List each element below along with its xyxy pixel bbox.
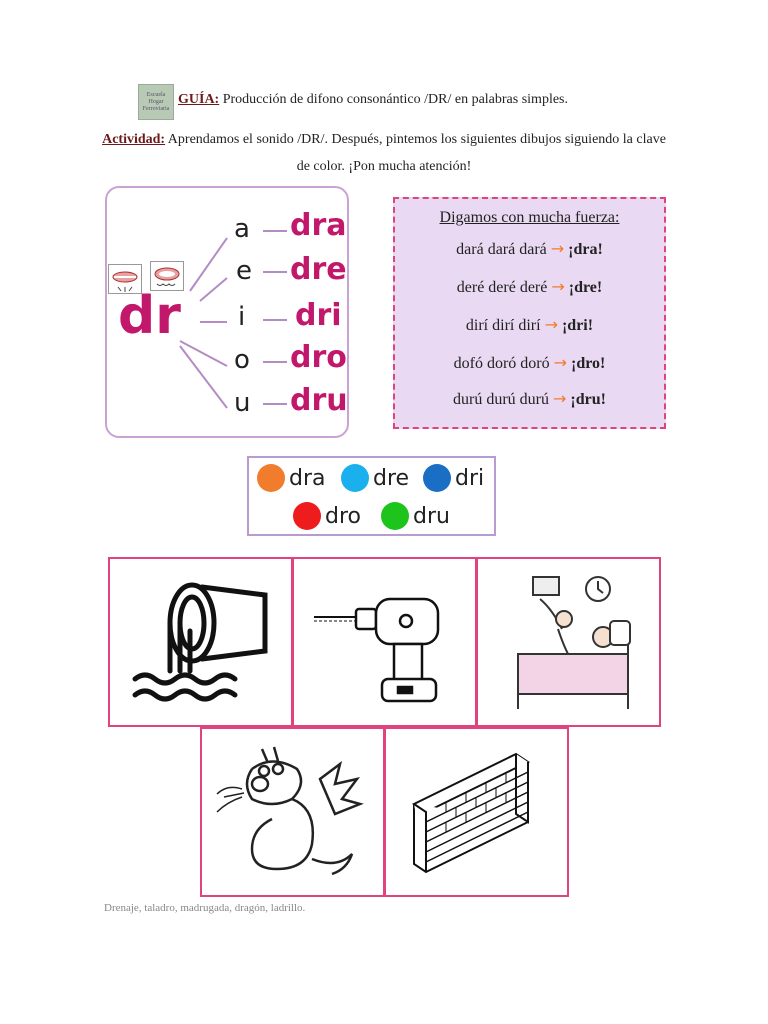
key-dro xyxy=(293,502,361,530)
vowel-u: u xyxy=(234,388,251,418)
bed-alarm-icon xyxy=(478,559,659,725)
guide-text: Producción de difono consonántico /DR/ en palabras simples. xyxy=(219,92,568,107)
drain-pipe-icon xyxy=(110,559,291,725)
activity-instructions xyxy=(100,126,668,180)
dr-base-text: dr xyxy=(118,286,181,346)
say-line xyxy=(395,277,664,297)
light-blue-dot-icon xyxy=(341,464,369,492)
syllable-dre: dre xyxy=(290,252,347,287)
say-repeat: dofó doró doró xyxy=(453,355,550,372)
say-shout: ¡dru! xyxy=(570,391,606,408)
say-shout: ¡dre! xyxy=(568,279,603,296)
say-title: Digamos con mucha fuerza: xyxy=(439,209,620,226)
say-repeat: deré deré deré xyxy=(456,279,548,296)
key-label: dre xyxy=(373,465,410,491)
drill-icon xyxy=(294,559,475,725)
say-shout: ¡dri! xyxy=(561,317,594,334)
red-dot-icon xyxy=(293,502,321,530)
syllable-dra: dra xyxy=(290,208,347,243)
key-dra xyxy=(257,464,326,492)
logo-text: Escuela Hogar Ferroviaria xyxy=(142,91,170,112)
dragon-icon xyxy=(202,729,383,895)
orange-dot-icon xyxy=(257,464,285,492)
brick-wall-icon xyxy=(386,729,567,895)
guide-label: GUÍA: xyxy=(178,92,220,107)
picture-early-morning[interactable] xyxy=(476,557,661,727)
syllable-dri: dri xyxy=(295,298,342,333)
arrow-right-icon: → xyxy=(544,315,558,334)
say-line xyxy=(395,353,664,373)
key-dre xyxy=(341,464,409,492)
key-dri xyxy=(423,464,484,492)
arrow-right-icon: → xyxy=(550,239,565,258)
activity-label: Actividad: xyxy=(102,132,166,147)
say-line xyxy=(395,389,664,409)
say-shout: ¡dro! xyxy=(571,355,606,372)
say-repeat: dirí dirí dirí xyxy=(465,317,541,334)
syllable-dru: dru xyxy=(290,383,348,418)
vowel-i: i xyxy=(238,302,246,332)
key-label: dra xyxy=(289,465,326,491)
arrow-right-icon: → xyxy=(553,353,567,372)
green-dot-icon xyxy=(381,502,409,530)
blue-dot-icon xyxy=(423,464,451,492)
syllable-dro: dro xyxy=(290,340,347,375)
key-dru xyxy=(381,502,450,530)
picture-drain[interactable] xyxy=(108,557,293,727)
vowel-a: a xyxy=(234,214,250,244)
arrow-right-icon: → xyxy=(551,277,565,296)
color-key xyxy=(247,456,496,536)
activity-text: Aprendamos el sonido /DR/. Después, pintemos los siguientes dibujos siguiendo la clave de color. ¡Pon mucha atención! xyxy=(165,132,666,174)
vowel-o: o xyxy=(234,345,250,375)
vowel-e: e xyxy=(236,256,252,286)
key-label: dru xyxy=(413,503,450,529)
say-repeat: durú durú durú xyxy=(453,391,549,408)
say-repeat: dará dará dará xyxy=(456,241,547,258)
picture-drill[interactable] xyxy=(292,557,477,727)
picture-brick-wall[interactable] xyxy=(384,727,569,897)
picture-dragon[interactable] xyxy=(200,727,385,897)
picture-caption: Drenaje, taladro, madrugada, dragón, ladrillo. xyxy=(104,902,306,914)
key-label: dro xyxy=(325,503,361,529)
say-shout: ¡dra! xyxy=(568,241,603,258)
say-aloud-box xyxy=(393,197,666,429)
key-label: dri xyxy=(455,465,485,491)
guide-title xyxy=(178,92,568,108)
arrow-right-icon: → xyxy=(553,389,567,408)
say-line xyxy=(395,315,664,335)
say-line xyxy=(395,239,664,259)
school-logo xyxy=(138,84,174,120)
